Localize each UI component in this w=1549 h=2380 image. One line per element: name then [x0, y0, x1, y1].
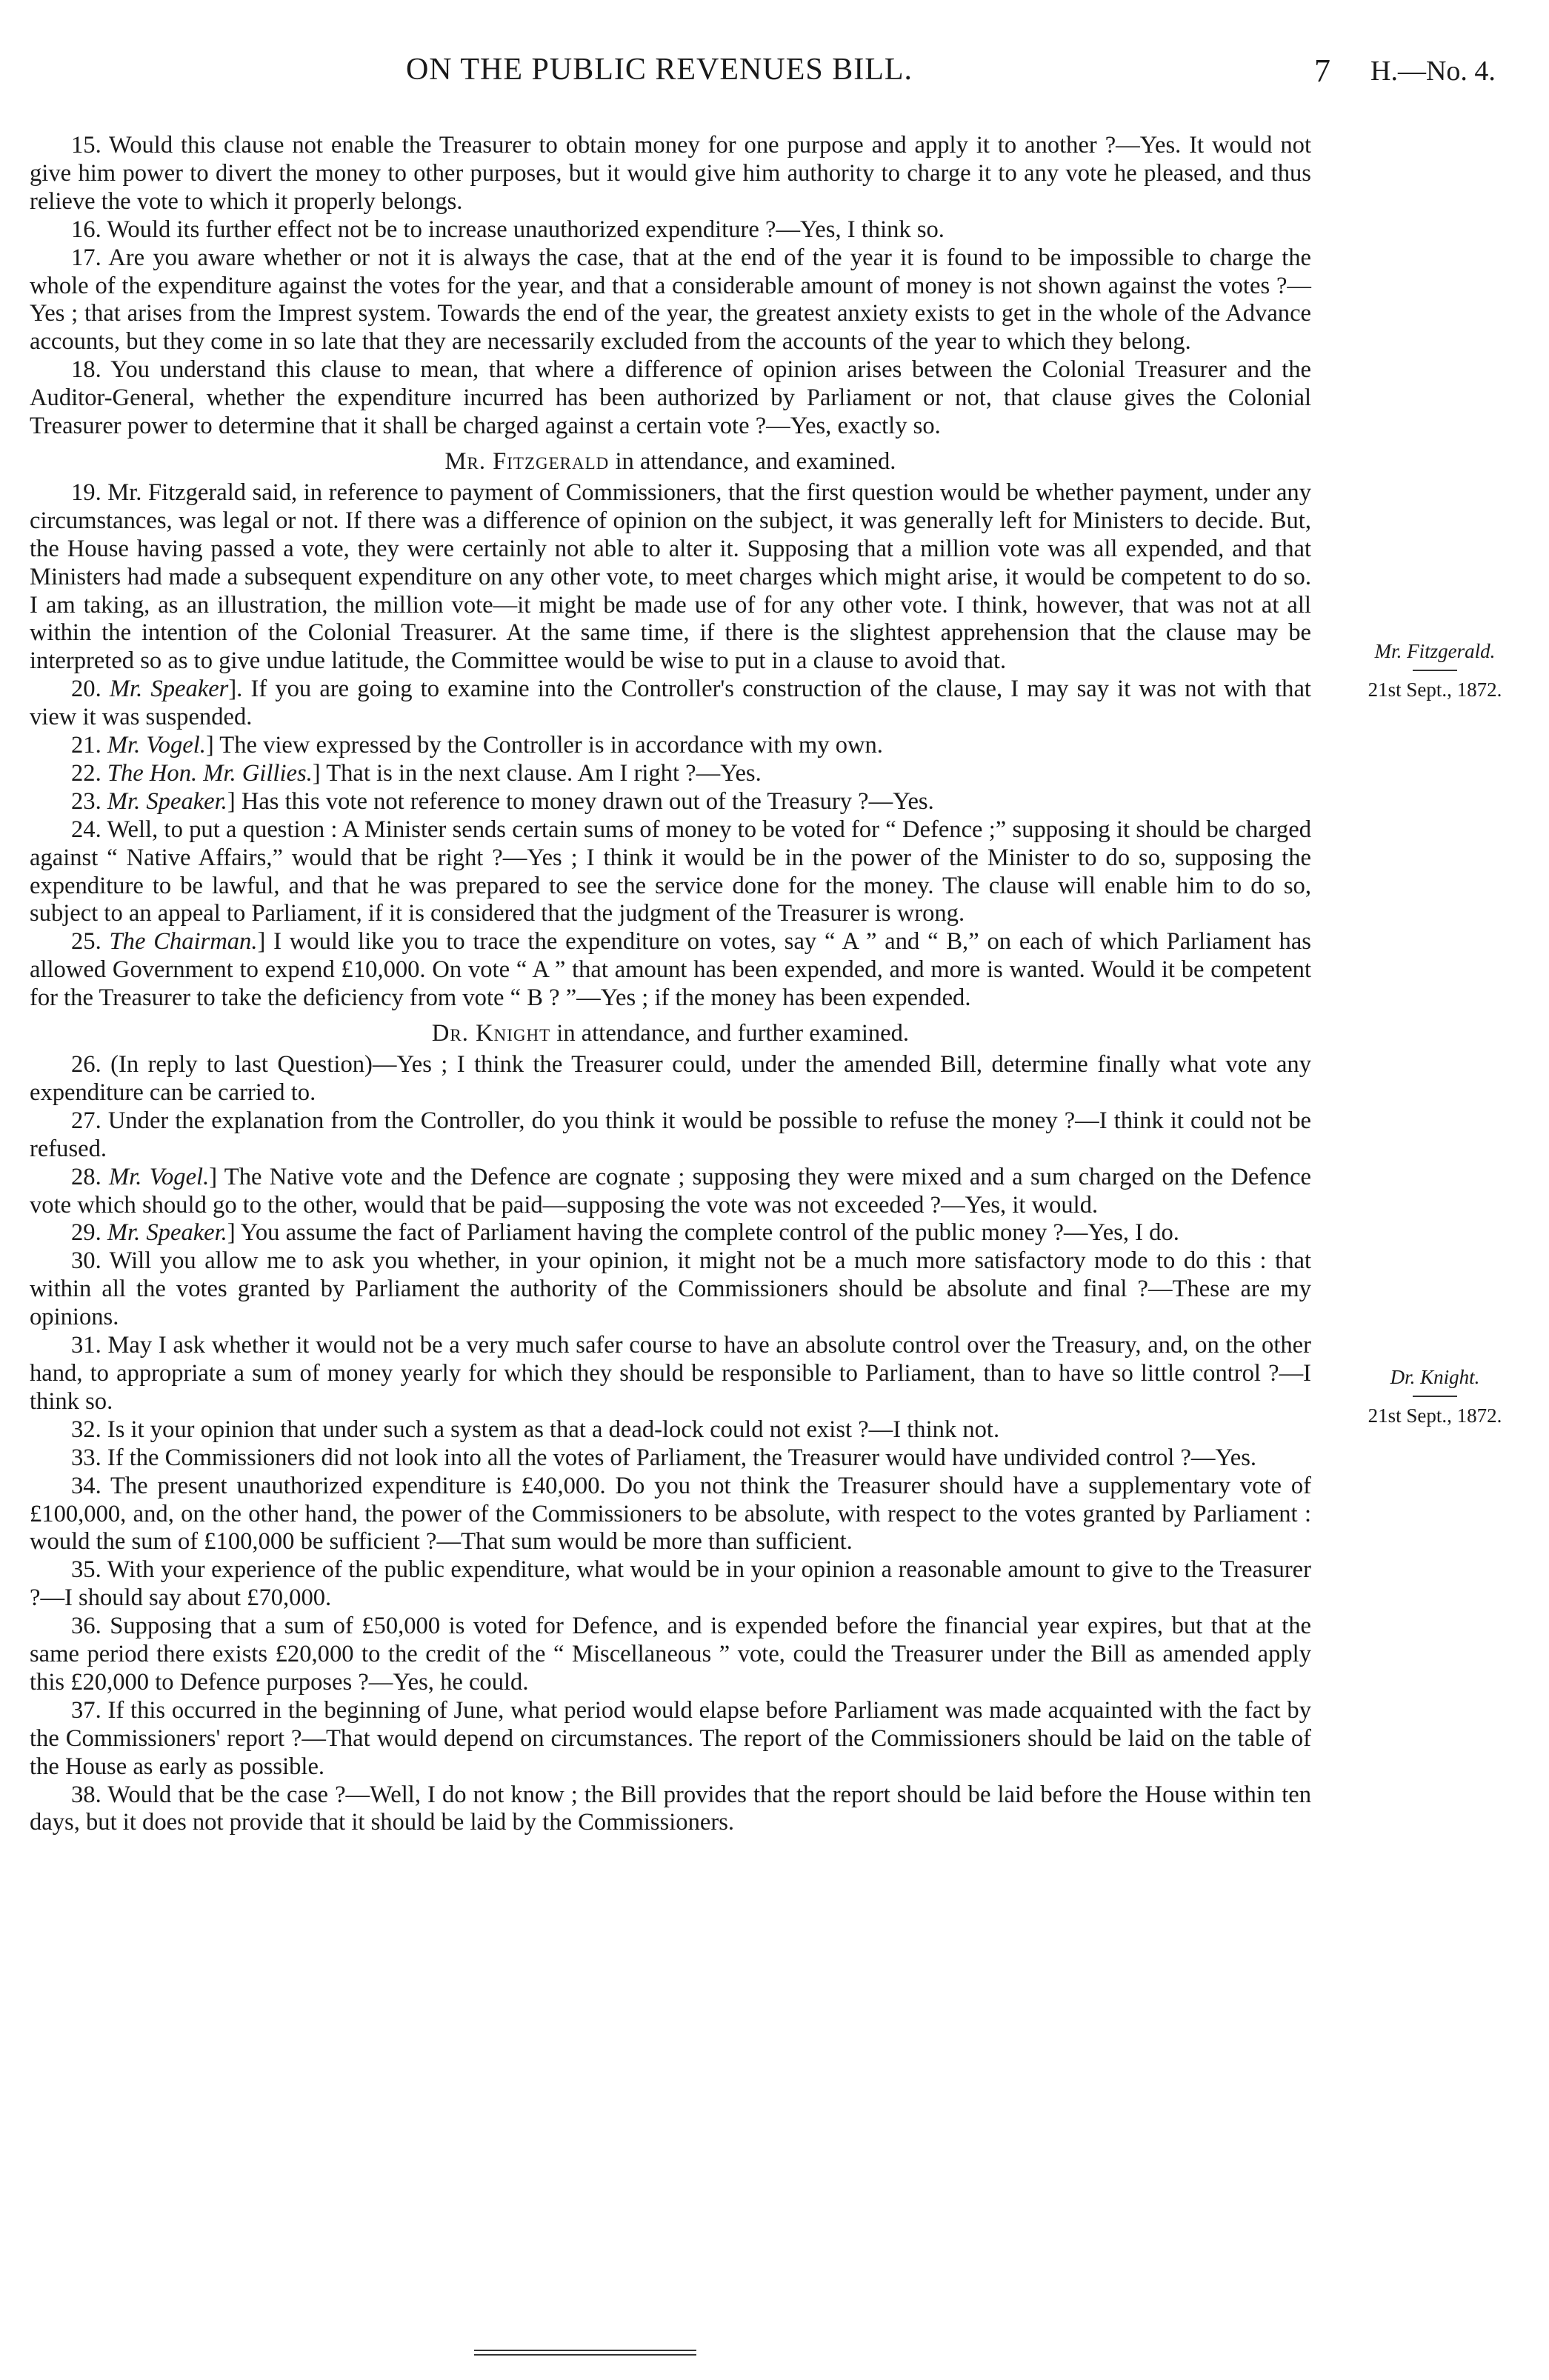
paragraph-34: 34. The present unauthorized expenditure is £40,000. Do you not think the Treasurer should have a supplementary vote of £100,000, and, on the other hand, the power of the Commissioners to be absolute, with respect to the votes granted by Parliament : would the sum of £100,000 be sufficient ?—That sum would be more than sufficient. [30, 1472, 1311, 1556]
speaker-name: Mr. Speaker. [107, 787, 227, 815]
paper-reference: H.—No. 4. [1370, 56, 1496, 87]
paragraph-31: 31. May I ask whether it would not be a very much safer course to have an absolute control over the Treasury, and, on the other hand, to appropriate a sum of money yearly for which they should be responsible to Parliament, than to have so little control ?—I think so. [30, 1332, 1311, 1415]
speaker-name: Mr. Speaker [109, 676, 229, 703]
heading-rest: in attendance, and further examined. [550, 1020, 910, 1047]
margin-note-name: Mr. Fitzgerald. [1374, 640, 1496, 662]
paragraph-37: 37. If this occurred in the beginning of June, what period would elapse before Parliament was made acquainted with the fact by the Commissioners' report ?—That would depend on circumstances. The report of the Commissioners should be laid on the table of the House as early as possible. [30, 1696, 1311, 1780]
margin-note-name: Dr. Knight. [1390, 1366, 1480, 1388]
question-text: ] That is in the next clause. Am I right ?—Yes. [312, 759, 762, 787]
question-text: ] I would like you to trace the expenditure on votes, say “ A ” and “ B,” on each of which Parliament has allowed Government to expend £10,000. On vote “ A ” that amount has been expended, and more is wanted. Would it be competent for the Treasurer to take the deficiency from vote “ B ? ”—Yes ; if the money has been expended. [30, 928, 1311, 1012]
paragraph-23 [30, 788, 1311, 816]
section-heading-knight [30, 1020, 1311, 1048]
margin-note-fitzgerald [1328, 637, 1542, 704]
paragraph-38: 38. Would that be the case ?—Well, I do not know ; the Bill provides that the report should be laid before the House within ten days, but it does not provide that it should be laid by the Commissioners. [30, 1781, 1311, 1836]
margin-note-date: 21st Sept., 1872. [1368, 679, 1502, 701]
margin-note-knight [1328, 1363, 1542, 1430]
question-text: ] You assume the fact of Parliament having the complete control of the public money ?—Yes, I do. [227, 1219, 1179, 1247]
footer-rule [474, 2354, 696, 2356]
question-number: 22. [71, 759, 107, 787]
paragraph-35: 35. With your experience of the public expenditure, what would be in your opinion a reasonable amount to give to the Treasurer ?—I should say about £70,000. [30, 1556, 1311, 1612]
paragraph-16: 16. Would its further effect not be to increase unauthorized expenditure ?—Yes, I think so. [71, 216, 945, 243]
speaker-name: Mr. Vogel. [109, 1163, 210, 1190]
margin-note-rule [1413, 1396, 1457, 1397]
speaker-name: Mr. Vogel. [107, 732, 206, 759]
paragraph-30: 30. Will you allow me to ask you whether, in your opinion, it might not be a much more satisfactory mode to do this : that within all the votes granted by Parliament the authority of the Commissioners should be absolute and final ?—These are my opinions. [30, 1247, 1311, 1331]
page-number: 7 [1314, 53, 1330, 89]
paragraph-20 [30, 676, 1311, 732]
paragraph-28 [30, 1164, 1311, 1220]
running-title: ON THE PUBLIC REVENUES BILL. [405, 53, 913, 87]
heading-name: Dr. Knight [431, 1020, 551, 1047]
body-text [30, 132, 1311, 1837]
question-number: 25. [71, 928, 110, 956]
question-text: ] The view expressed by the Controller is in accordance with my own. [205, 732, 883, 759]
speaker-name: The Hon. Mr. Gillies. [107, 759, 313, 787]
page-header [0, 47, 1549, 99]
question-number: 23. [71, 787, 107, 815]
paragraph-36: 36. Supposing that a sum of £50,000 is voted for Defence, and is expended before the financial year expires, but that at the same period there exists £20,000 to the credit of the “ Miscellaneous ” vote, could the Treasurer under the Bill as amended apply this £20,000 to Defence purposes ?—Yes, he could. [30, 1613, 1311, 1696]
paragraph-25 [30, 928, 1311, 1013]
margin-note-rule [1413, 670, 1457, 671]
paragraph-22 [30, 760, 1311, 788]
question-text: ]. If you are going to examine into the Controller's construction of the clause, I may say it was not with that view it was suspended. [30, 676, 1311, 731]
question-text: ] The Native vote and the Defence are cognate ; supposing they were mixed and a sum charged on the Defence vote which should go to the other, would that be paid—supposing the vote was not exceeded ?—Yes, it would. [30, 1163, 1311, 1219]
margin-note-date: 21st Sept., 1872. [1368, 1404, 1502, 1427]
paragraph-29 [30, 1219, 1311, 1247]
paragraph-18: 18. You understand this clause to mean, that where a difference of opinion arises between the Colonial Treasurer and the Auditor-General, whether the expenditure incurred has been authorized by Parliament or not, that clause gives the Colonial Treasurer power to determine that it shall be charged against a certain vote ?—Yes, exactly so. [30, 356, 1311, 440]
footer-rule [474, 2350, 696, 2351]
paragraph-32: 32. Is it your opinion that under such a system as that a dead-lock could not exist ?—I think not. [71, 1416, 1000, 1443]
question-number: 28. [71, 1163, 110, 1190]
paragraph-26: 26. (In reply to last Question)—Yes ; I think the Treasurer could, under the amended Bill, determine finally what vote any expenditure can be carried to. [30, 1051, 1311, 1106]
section-heading-fitzgerald [30, 448, 1311, 476]
paragraph-24: 24. Well, to put a question : A Minister sends certain sums of money to be voted for “ Defence ;” supposing it should be charged against “ Native Affairs,” would that be right ?—Yes ; I think it would be in the power of the Minister to do so, supposing the expenditure to be lawful, and that he was prepared to see the service done for the money. The clause will enable him to do so, subject to an appeal to Parliament, if it is considered that the judgment of the Treasurer is wrong. [30, 816, 1311, 927]
question-number: 29. [71, 1219, 107, 1247]
question-number: 20. [71, 676, 110, 703]
paragraph-19: 19. Mr. Fitzgerald said, in reference to payment of Commissioners, that the first question would be whether payment, under any circumstances, was legal or not. If there was a difference of opinion on the subject, it was generally left for Ministers to decide. But, the House having passed a vote, they were certainly not able to alter it. Supposing that a million vote was all expended, and that Ministers had made a subsequent expenditure on any other vote, to meet charges which might arise, it would be competent to do so. I am taking, as an illustration, the million vote—it might be made use of for any other vote. I think, however, that was not at all within the intention of the Colonial Treasurer. At the same time, if there is the slightest apprehension that the clause may be interpreted so as to give undue latitude, the Committee would be wise to put in a clause to avoid that. [30, 479, 1311, 675]
paragraph-15: 15. Would this clause not enable the Treasurer to obtain money for one purpose and apply it to another ?—Yes. It would not give him power to divert the money to other purposes, but it would give him authority to charge it to any vote he pleased, and thus relieve the vote to which it properly belongs. [30, 132, 1311, 215]
speaker-name: The Chairman. [109, 928, 258, 956]
heading-rest: in attendance, and examined. [609, 447, 896, 475]
question-number: 21. [71, 732, 107, 759]
question-text: ] Has this vote not reference to money drawn out of the Treasury ?—Yes. [227, 787, 934, 815]
paragraph-17: 17. Are you aware whether or not it is always the case, that at the end of the year it is found to be impossible to charge the whole of the expenditure against the votes for the year, and that a considerable amount of money is not shown against the votes ?—Yes ; that arises from the Imprest system. Towards the end of the year, the greatest anxiety exists to get in the whole of the Advance accounts, but they come in so late that they are necessarily excluded from the accounts of the year to which they belong. [30, 244, 1311, 356]
paragraph-27: 27. Under the explanation from the Controller, do you think it would be possible to refuse the money ?—I think it could not be refused. [30, 1107, 1311, 1162]
paragraph-21 [30, 732, 1311, 760]
speaker-name: Mr. Speaker. [107, 1219, 227, 1247]
heading-name: Mr. Fitzgerald [444, 447, 610, 475]
paragraph-33: 33. If the Commissioners did not look into all the votes of Parliament, the Treasurer would have undivided control ?—Yes. [71, 1444, 1257, 1471]
